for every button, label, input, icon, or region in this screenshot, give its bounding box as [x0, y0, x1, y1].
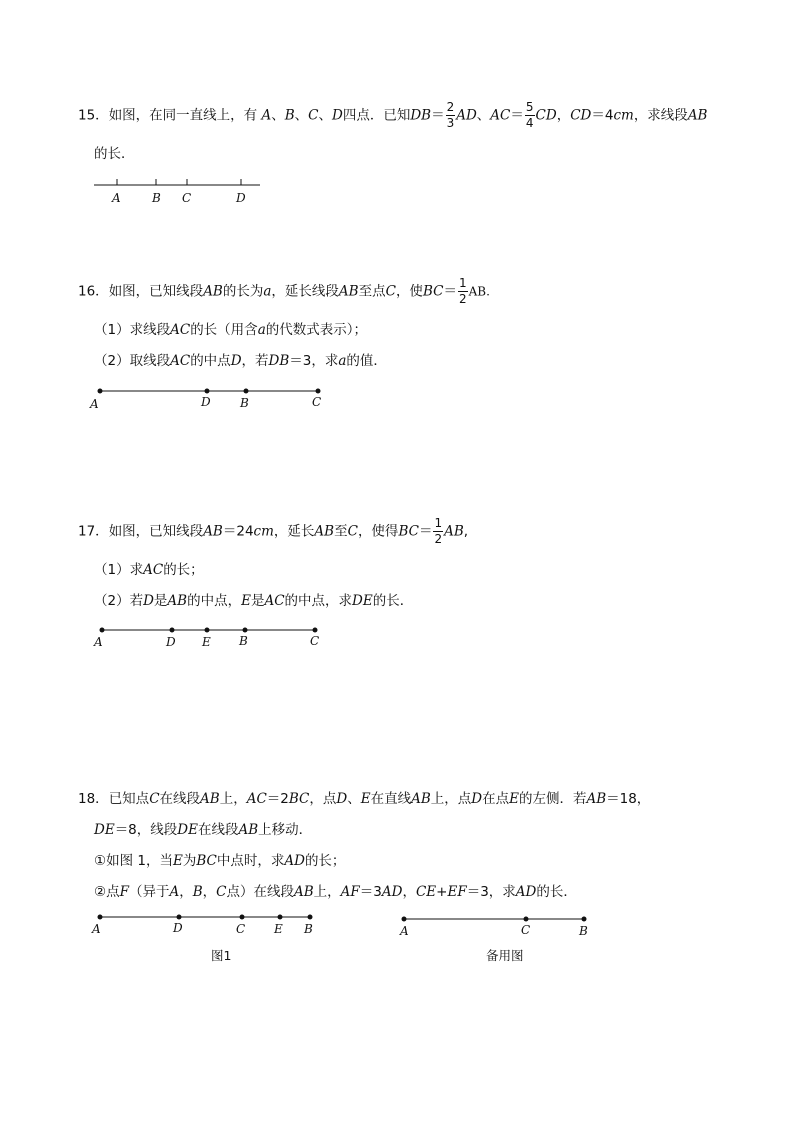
q17-number: 17．: [78, 523, 109, 540]
q18-fig1-label-b: B: [304, 922, 313, 936]
q18-figure-2: [394, 911, 604, 943]
q15-line2: 的长．: [94, 146, 135, 162]
q16-figure: [88, 383, 338, 415]
q15-line1: 15．如图，在同一直线上，有 A、B、C、D四点．已知DB＝ $\frac{2}{3}$ AD、AC＝ $\frac{5}{4}$ CD，CD＝4cm，求线段AB: [78, 100, 708, 130]
q18-fig1-label-e: E: [274, 922, 283, 936]
q17-label-d: D: [166, 635, 176, 649]
q18-line2: DE＝8，线段DE在线段AB上移动．: [94, 822, 313, 838]
q15-label-b: B: [152, 191, 161, 205]
q15-label-c: C: [182, 191, 192, 205]
q15-fraction-2-3: $\frac{2}{3}$: [446, 100, 455, 130]
q18-fig1-label-a: A: [92, 922, 101, 936]
q16-sub1: （1）求线段AC的长（用含a的代数式表示）；: [94, 322, 367, 338]
q17-sub1: （1）求AC的长；: [94, 562, 204, 578]
q16-line1: 16．如图，已知线段AB的长为a，延长线段AB至点C，使BC＝ $\frac{1}{2}$ AB.: [78, 276, 490, 306]
q17-label-c: C: [310, 634, 320, 648]
q18-fig2-caption: 备用图: [486, 948, 524, 963]
q15-fraction-5-4: $\frac{5}{4}$: [525, 100, 534, 130]
q18-sub1: ①如图 1，当E为BC中点时，求AD的长；: [94, 853, 346, 869]
q18-figure-1: [88, 909, 328, 941]
q16-fraction-1-2: $\frac{1}{2}$: [458, 276, 467, 306]
q15-figure: [90, 175, 270, 210]
q17-fraction-1-2: $\frac{1}{2}$: [434, 516, 443, 546]
q16-number: 16．: [78, 283, 109, 300]
q18-fig2-label-c: C: [521, 923, 531, 937]
q18-fig1-label-c: C: [236, 922, 246, 936]
q18-fig1-caption: 图1: [211, 948, 232, 963]
q15-number: 15．: [78, 107, 109, 124]
q18-fig2-label-b: B: [579, 924, 588, 938]
q18-fig2-label-a: A: [400, 924, 409, 938]
q17-figure: [90, 622, 340, 654]
q15-label-a: A: [112, 191, 121, 205]
q18-line1: 18．已知点C在线段AB上，AC＝2BC，点D、E在直线AB上，点D在点E的左侧．若AB＝18，: [78, 791, 651, 807]
q16-sub2: （2）取线段AC的中点D，若DB＝3，求a的值．: [94, 353, 387, 369]
q16-label-c: C: [312, 395, 322, 409]
q16-label-b: B: [240, 396, 249, 410]
q18-fig1-label-d: D: [173, 921, 183, 935]
q16-label-d: D: [201, 395, 211, 409]
q17-line1: 17．如图，已知线段AB＝24cm，延长AB至C，使得BC＝ $\frac{1}{2}$ AB,: [78, 516, 469, 546]
q17-label-a: A: [94, 635, 103, 649]
q16-label-a: A: [90, 397, 99, 411]
q15-label-d: D: [236, 191, 246, 205]
q17-label-b: B: [239, 634, 248, 648]
q18-sub2: ②点F（异于A，B，C点）在线段AB上，AF＝3AD，CE+EF＝3，求AD的长．: [94, 884, 577, 900]
q17-sub2: （2）若D是AB的中点，E是AC的中点，求DE的长．: [94, 593, 414, 609]
q18-number: 18．: [78, 791, 109, 807]
q17-label-e: E: [202, 635, 211, 649]
